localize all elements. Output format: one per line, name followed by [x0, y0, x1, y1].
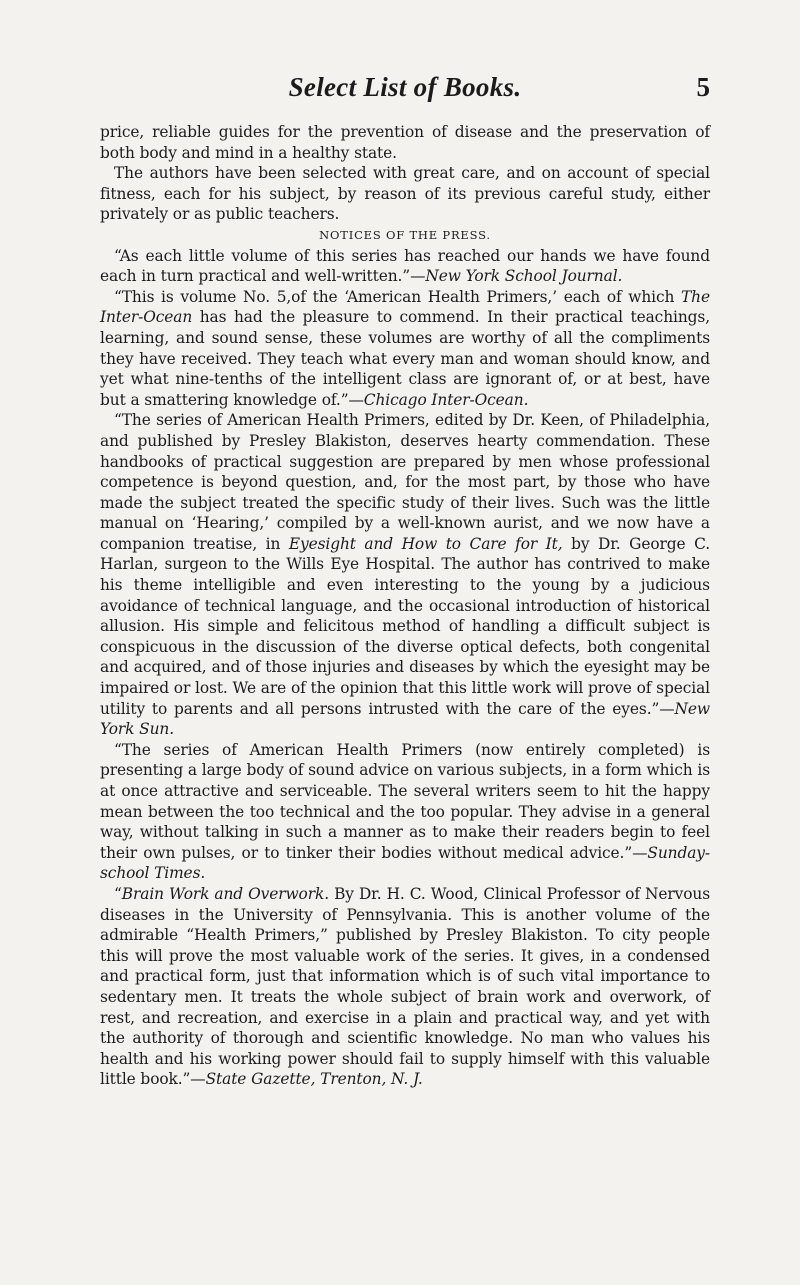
notice-source: New York Sun.	[100, 699, 710, 739]
press-notice	[100, 884, 710, 1090]
notice-text: “As each little volume of this series has reached our hands we have found each in turn practical and well-written.”—	[100, 246, 710, 286]
notice-title: Brain Work and Overwork.	[121, 884, 330, 903]
notice-title: Eyesight and How to Care for It,	[288, 534, 563, 553]
page-number: 5	[696, 72, 710, 102]
intro-paragraph: The authors have been selected with great care, and on account of special fitness, each for his subject, by reason of its previous careful study, either privately or as public teachers.	[100, 164, 710, 224]
page-title: Select List of Books.	[288, 72, 522, 102]
notice-text: By Dr. H. C. Wood, Clinical Professor of Nervous diseases in the University of Pennsylvania. This is another volume of the admirable “Health Primers,” published by Presley Blakiston. To city people this will prove the most valuable work of the series. It gives, in a condensed and practical form, just that information which is of such vital importance to sedentary men. It treats the whole subject of brain work and overwork, of rest, and recreation, and exercise in a plain and practical way, and yet with the authority of thorough and scientific knowledge. No man who values his health and his working power should fail to supply himself with this valuable little book.”—	[100, 884, 710, 1089]
notice-source: State Gazette, Trenton, N. J.	[205, 1070, 423, 1089]
notice-text: by Dr. George C. Harlan, surgeon to the Wills Eye Hospital. The author has contrived to make his theme intelligible and even interesting to the young by a judicious avoidance of technical language, and the occasional introduction of historical allusion. His simple and felicitous method of handling a difficult subject is conspicuous in the discussion of the diverse optical defects, both congenital and acquired, and of those injuries and diseases by which the eyesight may be impaired or lost. We are of the opinion that this little work will prove of special utility to parents and all persons intrusted with the care of the eyes.”—	[100, 534, 710, 718]
press-notice	[100, 740, 710, 884]
press-notice	[100, 287, 710, 411]
page-body	[100, 122, 710, 1090]
notice-text: “This is volume No. 5,of the ‘American Health Primers,’ each of which	[114, 287, 681, 306]
book-page	[100, 70, 710, 1090]
notice-source: New York School Journal.	[425, 267, 623, 286]
intro-paragraph: price, reliable guides for the prevention of disease and the preservation of both body and mind in a healthy state.	[100, 123, 710, 162]
running-header	[100, 70, 710, 122]
notice-text: “The series of American Health Primers, edited by Dr. Keen, of Philadelphia, and published by Presley Blakiston, deserves hearty commendation. These handbooks of practical suggestion are prepared by men whose professional competence is beyond question, and, for the most part, by those who have made the subject treated the specific study of their lives. Such was the little manual on ‘Hearing,’ compiled by a well-known aurist, and we now have a companion treatise, in	[100, 411, 710, 553]
notice-source: Chicago Inter-Ocean.	[363, 390, 529, 409]
press-notice	[100, 246, 710, 287]
notice-source: Sunday-school Times.	[100, 843, 710, 883]
press-notice	[100, 410, 710, 740]
notices-heading: NOTICES OF THE PRESS.	[319, 227, 491, 242]
notice-text: “	[114, 884, 122, 903]
notice-title: The Inter-Ocean	[100, 287, 710, 327]
notice-text: “The series of American Health Primers (now entirely completed) is presenting a large body of sound advice on various subjects, in a form which is at once attractive and serviceable. The several writers seem to hit the happy mean between the too technical and the too popular. They advise in a general way, without talking in such a manner as to make their readers begin to feel their own pulses, or to tinker their bodies without medical advice.”—	[100, 740, 710, 862]
notice-text: has had the pleasure to commend. In their practical teachings, learning, and sound sense, these volumes are worthy of all the compliments they have received. They teach what every man and woman should know, and yet what nine-tenths of the intelligent class are ignorant of, or at best, have but a smattering knowledge of.”—	[100, 308, 710, 409]
